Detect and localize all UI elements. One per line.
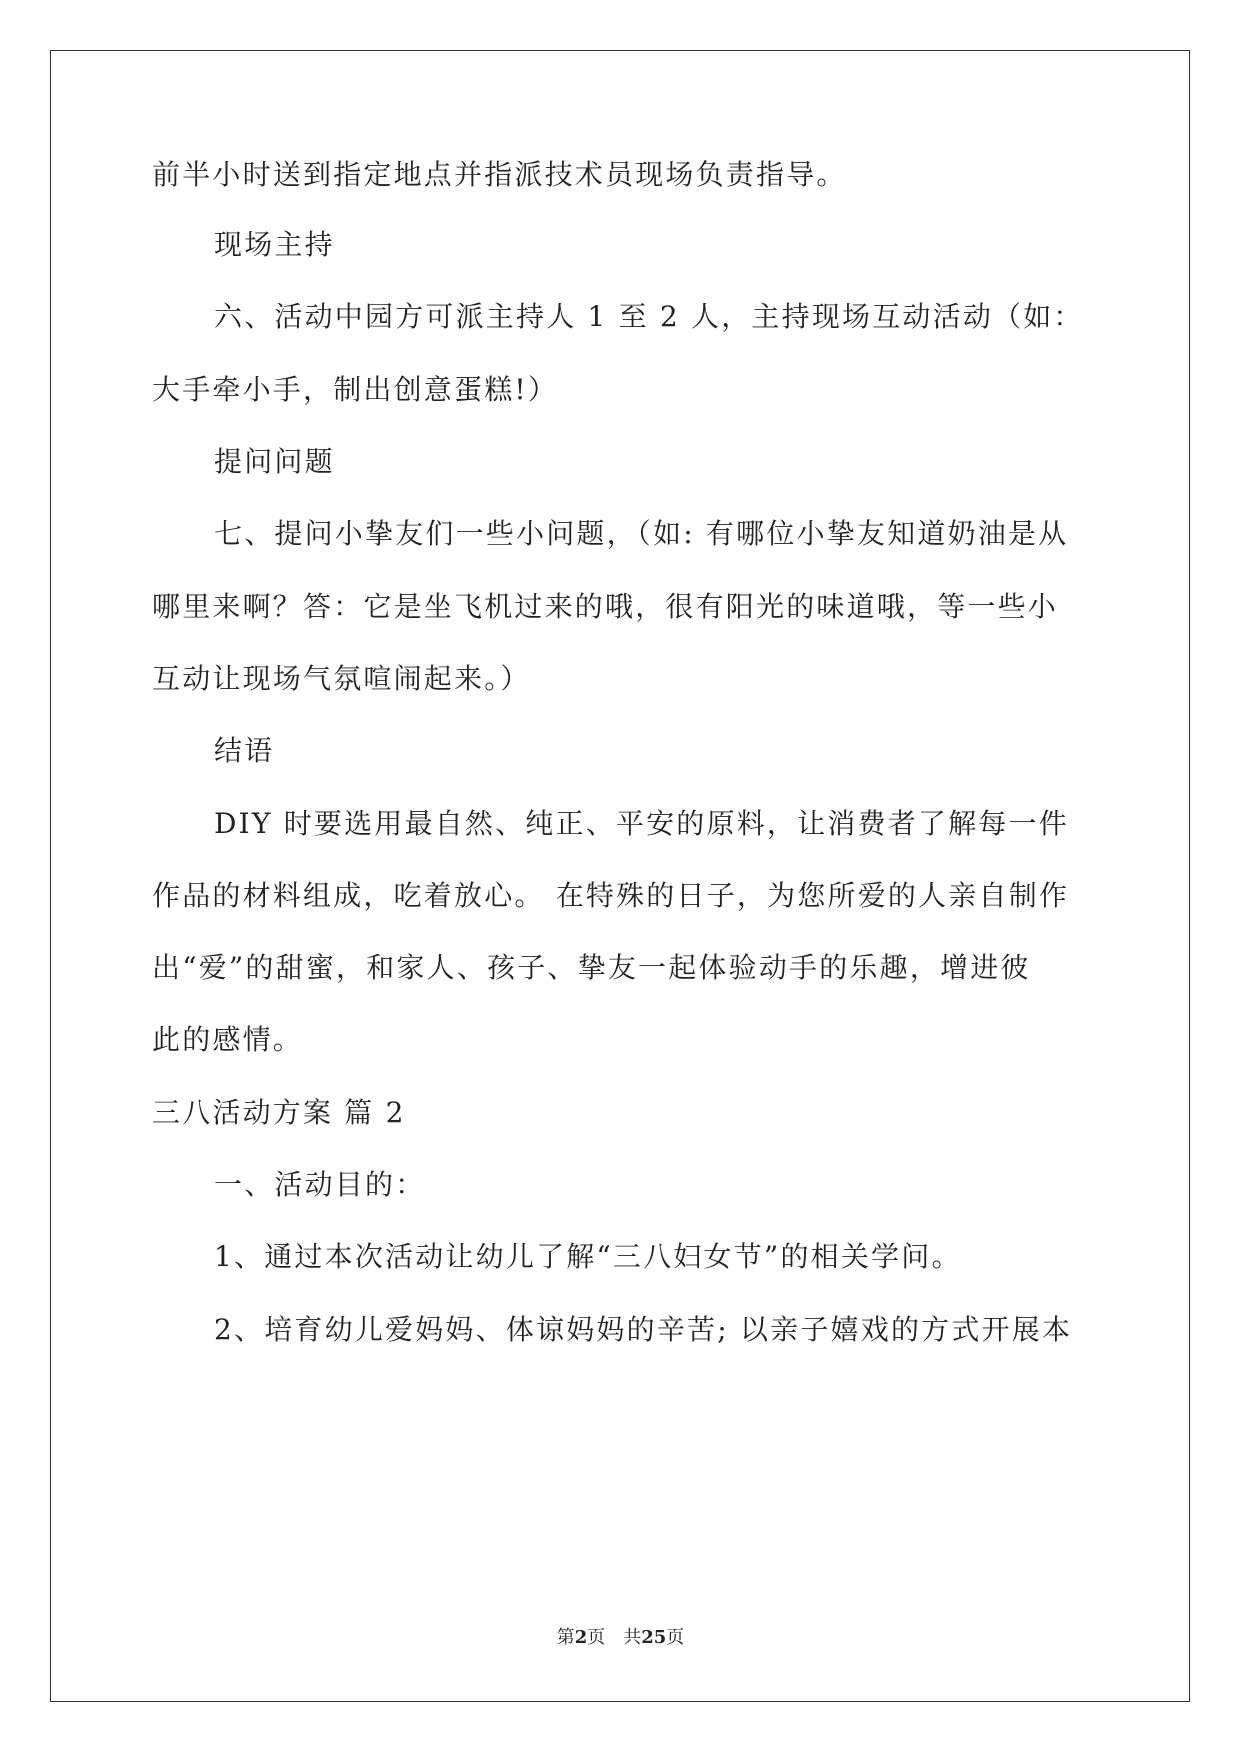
section-heading: 现场主持 <box>214 228 335 261</box>
paragraph-line: DIY 时要选用最自然、纯正、平安的原料，让消费者了解每一件 <box>214 807 1069 840</box>
chapter-title: 三八活动方案 篇 2 <box>152 1096 406 1129</box>
paragraph-line: 七、提问小挚友们一些小问题，（如: 有哪位小挚友知道奶油是从 <box>214 517 1069 550</box>
section-heading: 提问问题 <box>214 445 335 478</box>
section-heading: 一、活动目的： <box>214 1168 426 1201</box>
footer-suffix: 页 <box>666 1627 685 1648</box>
paragraph-line: 出“爱”的甜蜜，和家人、孩子、挚友一起体验动手的乐趣，增进彼 <box>152 951 1031 984</box>
list-item: 2、培育幼儿爱妈妈、体谅妈妈的辛苦; 以亲子嬉戏的方式开展本 <box>214 1313 1073 1346</box>
paragraph-line: 前半小时送到指定地点并指派技术员现场负责指导。 <box>152 158 847 191</box>
footer-prefix: 第 <box>556 1627 575 1648</box>
paragraph-line: 大手牵小手，制出创意蛋糕!） <box>152 373 559 406</box>
page-number-footer <box>0 1626 1241 1650</box>
paragraph-line: 互动让现场气氛喧闹起来。） <box>152 662 531 695</box>
paragraph-line: 六、活动中园方可派主持人 1 至 2 人，主持现场互动活动（如： <box>214 300 1084 333</box>
footer-mid: 页 共 <box>587 1627 642 1648</box>
paragraph-line: 作品的材料组成，吃着放心。 在特殊的日子，为您所爱的人亲自制作 <box>152 879 1070 912</box>
total-pages-number: 25 <box>641 1627 667 1648</box>
section-heading: 结语 <box>214 734 275 767</box>
paragraph-line: 此的感情。 <box>152 1023 304 1056</box>
paragraph-line: 哪里来啊？答：它是坐飞机过来的哦，很有阳光的味道哦，等一些小 <box>152 590 1059 623</box>
list-item: 1、通过本次活动让幼儿了解“三八妇女节”的相关学问。 <box>214 1240 962 1273</box>
current-page-number: 2 <box>574 1627 588 1648</box>
